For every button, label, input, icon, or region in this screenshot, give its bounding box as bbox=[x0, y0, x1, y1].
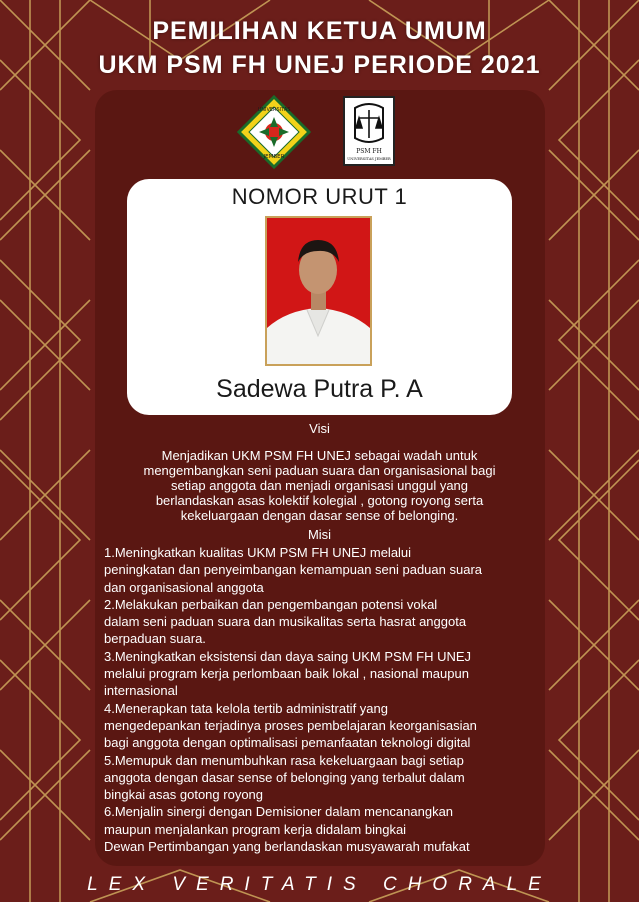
header-line-1: PEMILIHAN KETUA UMUM bbox=[152, 17, 487, 45]
visi-line: berlandaskan asas kolektif kolegial , gotong royong serta bbox=[155, 493, 484, 508]
page-header bbox=[0, 14, 639, 82]
misi-line: 1.Meningkatkan kualitas UKM PSM FH UNEJ melalui bbox=[104, 545, 412, 560]
svg-text:PSM FH: PSM FH bbox=[356, 148, 382, 155]
misi-line: berpaduan suara. bbox=[104, 631, 206, 647]
svg-text:UNIVERSITAS JEMBER: UNIVERSITAS JEMBER bbox=[347, 157, 391, 161]
misi-line: Dewan Pertimbangan yang berlandaskan musyawarah mufakat bbox=[104, 839, 470, 855]
misi-line: bagi anggota dengan optimalisasi pemanfaatan teknologi digital bbox=[104, 735, 471, 751]
misi-line: 6.Menjalin sinergi dengan Demisioner dalam mencanangkan bbox=[104, 804, 454, 820]
misi-line: dalam seni paduan suara dan musikalitas serta hasrat anggota bbox=[104, 614, 467, 630]
visi-line: Menjadikan UKM PSM FH UNEJ sebagai wadah untuk bbox=[161, 448, 478, 463]
psm-fh-logo bbox=[343, 96, 395, 166]
misi-line: melalui program kerja perlombaan baik lokal , nasional maupun bbox=[104, 666, 469, 682]
candidate-name: Sadewa Putra P. A bbox=[216, 375, 423, 403]
university-jember-logo bbox=[237, 95, 311, 169]
misi-line: bingkai asas gotong royong bbox=[104, 787, 264, 803]
misi-line: 4.Menerapkan tata kelola tertib administratif yang bbox=[104, 700, 388, 716]
visi-text bbox=[100, 448, 539, 523]
misi-line: 3.Meningkatkan eksistensi dan daya saing UKM PSM FH UNEJ bbox=[104, 648, 472, 664]
header-line-2: UKM PSM FH UNEJ PERIODE 2021 bbox=[98, 51, 541, 79]
candidate-photo bbox=[265, 216, 372, 366]
visi-line: mengembangkan seni paduan suara dan organisasional bagi bbox=[143, 463, 496, 478]
misi-line: mengedepankan terjadinya proses pembelajaran keorganisasian bbox=[104, 717, 477, 733]
misi-line: maupun menjalankan program kerja didalam bingkai bbox=[104, 821, 407, 837]
misi-line: internasional bbox=[104, 683, 178, 699]
misi-title: Misi bbox=[307, 527, 332, 542]
svg-text:UNIVERSITAS: UNIVERSITAS bbox=[257, 107, 291, 113]
misi-line: 2.Melakukan perbaikan dan pengembangan potensi vokal bbox=[104, 596, 438, 612]
footer-motto: LEX VERITATIS CHORALE bbox=[87, 874, 552, 895]
misi-line: anggota dengan dasar sense of belonging yang terbalut dalam bbox=[104, 769, 465, 785]
misi-line: peningkatan dan penyeimbangan kemampuan seni paduan suara bbox=[104, 562, 483, 578]
visi-title: Visi bbox=[309, 421, 330, 436]
misi-line: dan organisasional anggota bbox=[104, 579, 264, 595]
misi-list bbox=[104, 544, 544, 855]
visi-line: kekeluargaan dengan dasar sense of belonging. bbox=[180, 508, 459, 523]
candidate-number: NOMOR URUT 1 bbox=[231, 184, 408, 209]
visi-line: setiap anggota dan menjadi organisasi unggul yang bbox=[170, 478, 469, 493]
misi-line: 5.Memupuk dan menumbuhkan rasa kekeluargaan bagi setiap bbox=[104, 752, 464, 768]
svg-text:JEMBER: JEMBER bbox=[263, 154, 285, 160]
